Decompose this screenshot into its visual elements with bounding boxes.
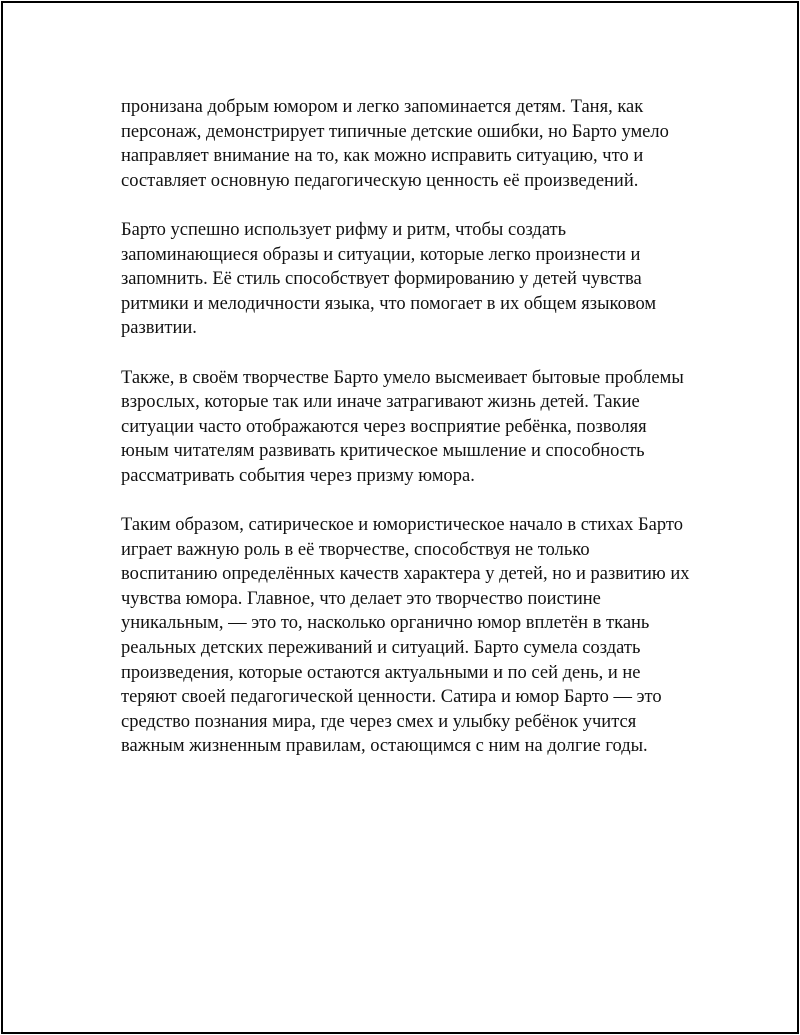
text-line: играет важную роль в её творчестве, способствуя не только	[121, 539, 590, 560]
text-line: направляет внимание на то, как можно исправить ситуацию, что и	[121, 146, 644, 167]
text-line: Таким образом, сатирическое и юмористическое начало в стихах Барто	[121, 515, 683, 536]
page-frame	[1, 1, 799, 1034]
text-line: запомнить. Её стиль способствует формированию у детей чувства	[121, 269, 642, 290]
text-line: Также, в своём творчестве Барто умело высмеивает бытовые проблемы	[121, 367, 684, 388]
text-line: взрослых, которые так или иначе затрагивают жизнь детей. Такие	[121, 392, 640, 413]
paragraph-4	[121, 513, 697, 759]
text-line: ситуации часто отображаются через восприятие ребёнка, позволяя	[121, 416, 647, 437]
text-line: теряют своей педагогической ценности. Сатира и юмор Барто — это	[121, 687, 662, 708]
text-line: чувства юмора. Главное, что делает это творчество поистине	[121, 588, 601, 609]
text-line: составляет основную педагогическую ценность её произведений.	[121, 170, 639, 191]
document-body	[121, 95, 697, 784]
text-line: развитии.	[121, 318, 197, 339]
text-line: Барто успешно использует рифму и ритм, чтобы создать	[121, 219, 567, 240]
text-line: средство познания мира, где через смех и улыбку ребёнок учится	[121, 711, 637, 732]
text-line: пронизана добрым юмором и легко запоминается детям. Таня, как	[121, 97, 644, 117]
paragraph-2	[121, 218, 697, 341]
text-line: юным читателям развивать критическое мышление и способность	[121, 441, 645, 462]
text-line: воспитанию определённых качеств характера у детей, но и развитию их	[121, 564, 690, 585]
text-line: рассматривать события через призму юмора.	[121, 465, 475, 486]
text-line: реальных детских переживаний и ситуаций. Барто сумела создать	[121, 638, 641, 659]
text-line: ритмики и мелодичности языка, что помогает в их общем языковом	[121, 293, 657, 314]
paragraph-1	[121, 95, 697, 193]
paragraph-3	[121, 366, 697, 489]
text-line: запоминающиеся образы и ситуации, которые легко произнести и	[121, 244, 641, 265]
text-line: важным жизненным правилам, остающимся с ним на долгие годы.	[121, 736, 648, 757]
text-line: персонаж, демонстрирует типичные детские ошибки, но Барто умело	[121, 121, 669, 142]
text-line: произведения, которые остаются актуальными и по сей день, и не	[121, 662, 641, 683]
text-line: уникальным, — это то, насколько органично юмор вплетён в ткань	[121, 613, 650, 634]
